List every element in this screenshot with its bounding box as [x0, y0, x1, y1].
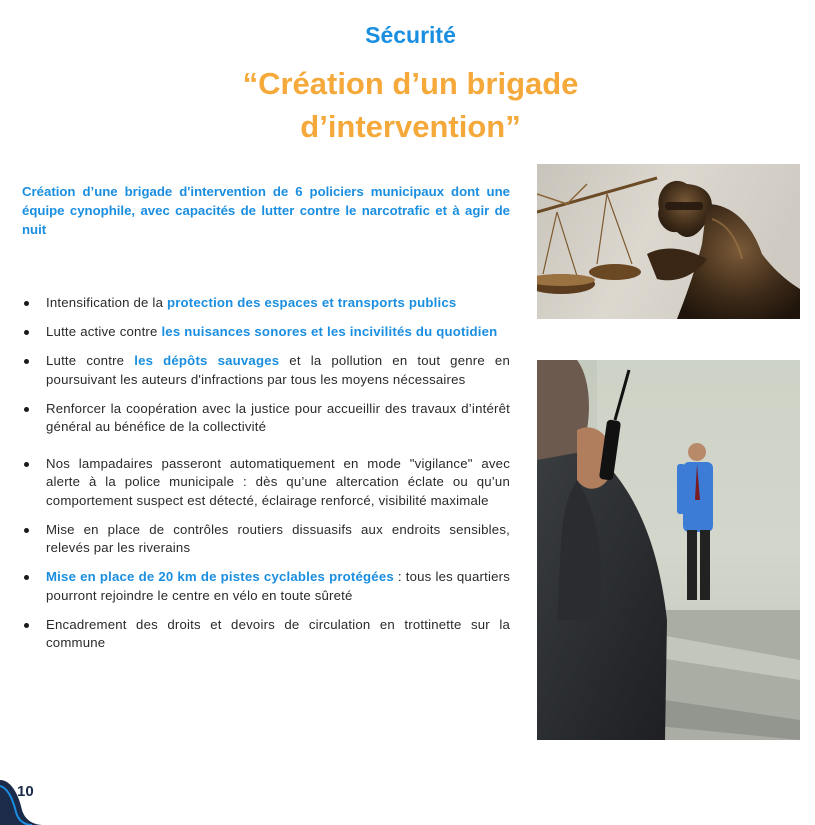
- list-item: Encadrement des droits et devoirs de circulation en trottinette sur la commune: [22, 616, 510, 653]
- list-item: Mise en place de 20 km de pistes cyclables protégées : tous les quartiers pourront rejoindre le centre en vélo en toute sûreté: [22, 568, 510, 605]
- list-item: Lutte contre les dépôts sauvages et la pollution en tout genre en poursuivant les auteurs d'infractions par tous les moyens nécessaires: [22, 352, 510, 389]
- section-title: Sécurité: [365, 22, 456, 48]
- measures-list: [22, 294, 510, 663]
- justice-statue-image: [537, 164, 800, 319]
- list-item: Mise en place de contrôles routiers dissuasifs aux endroits sensibles, relevés par les riverains: [22, 521, 510, 558]
- list-item: Lutte active contre les nuisances sonores et les incivilités du quotidien: [22, 323, 510, 342]
- intro-paragraph: Création d’une brigade d'intervention de 6 policiers municipaux dont une équipe cynophile, avec capacités de lutter contre le narcotrafic et à agir de nuit: [22, 184, 510, 237]
- page-title-line-1: “Création d’un brigade: [242, 66, 579, 101]
- list-item: Renforcer la coopération avec la justice pour accueillir des travaux d’intérêt général au bénéfice de la collectivité: [22, 400, 510, 437]
- page-title-line-2: d’intervention”: [300, 109, 521, 144]
- list-item: Nos lampadaires passeront automatiquement en mode "vigilance" avec alerte à la police municipale : dès qu’une altercation éclate ou qu’un comportement suspect est détecté, éclairage renforcé, visibilité maximale: [22, 455, 510, 511]
- list-item: Intensification de la protection des espaces et transports publics: [22, 294, 510, 313]
- page-title: [0, 62, 815, 148]
- page-number: 10: [17, 783, 34, 800]
- security-guard-image: [537, 360, 800, 740]
